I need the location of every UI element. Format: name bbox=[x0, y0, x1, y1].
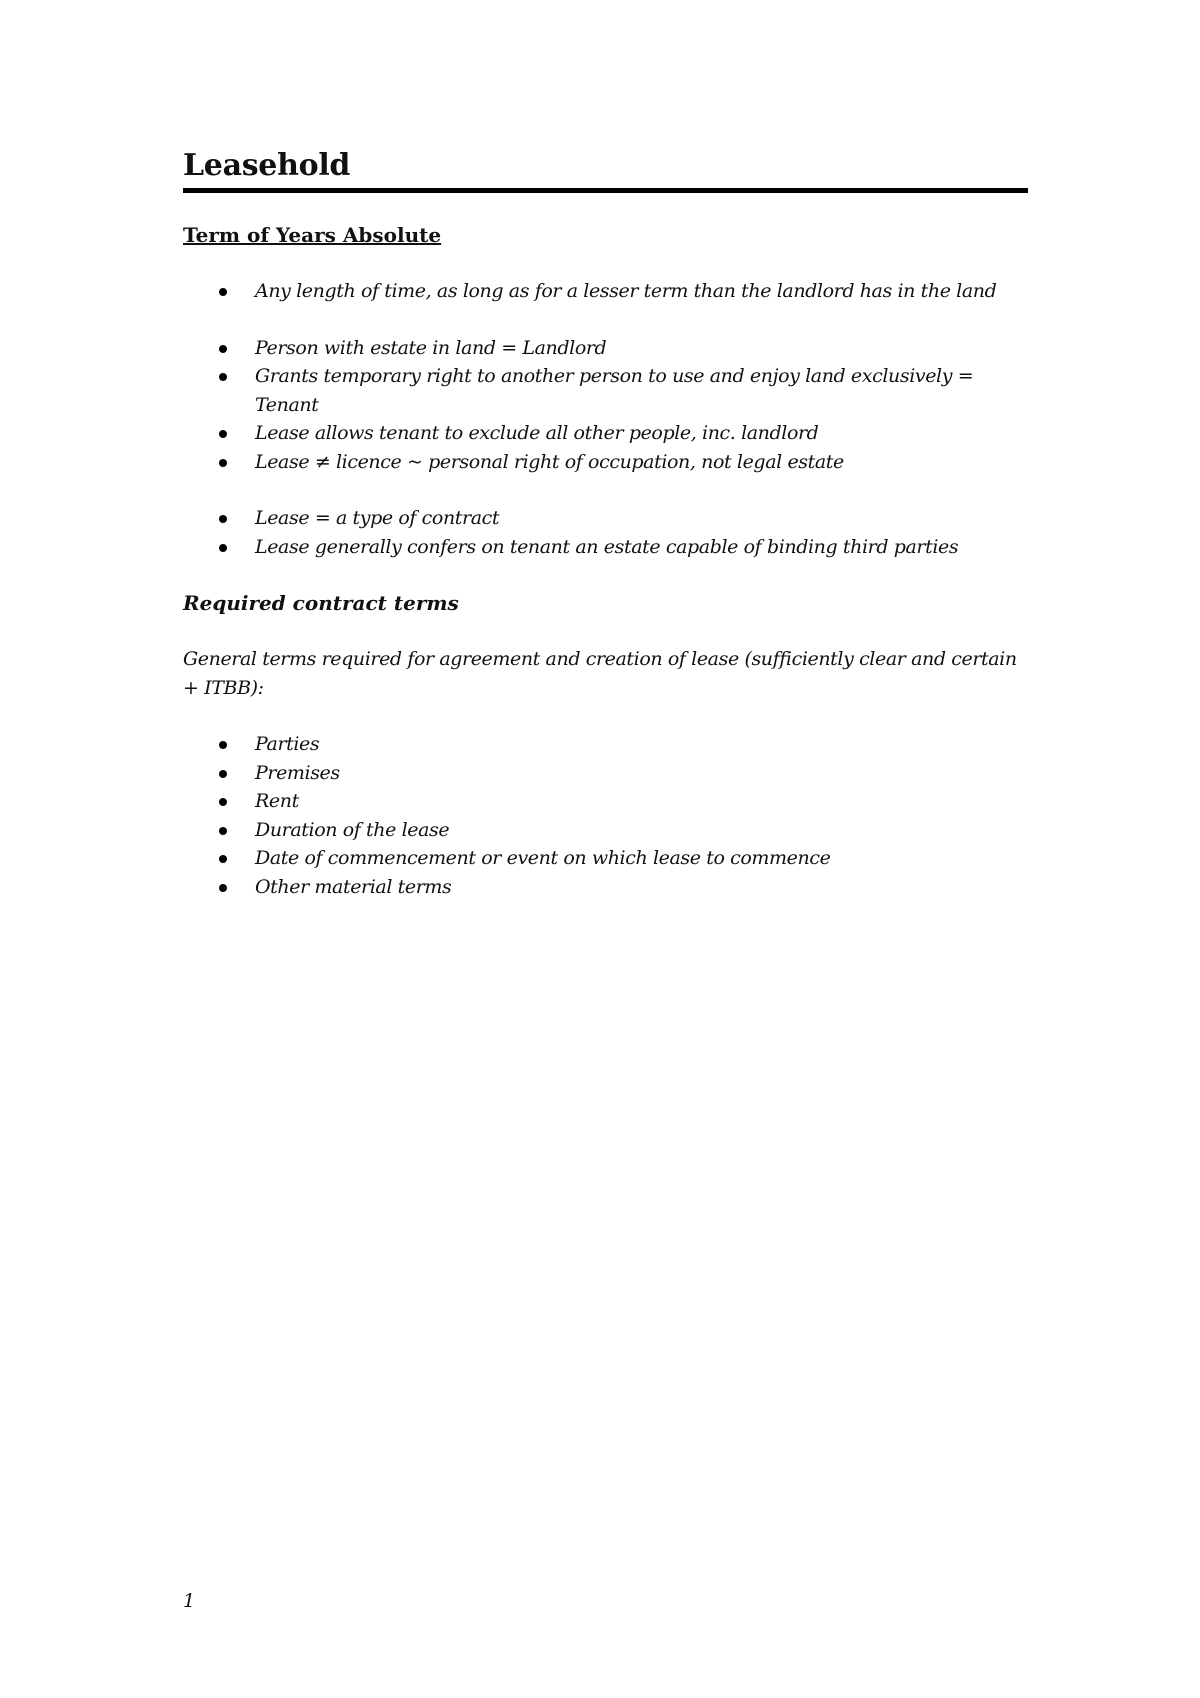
page-content bbox=[183, 146, 1028, 901]
list-item-text: Rent bbox=[255, 790, 299, 812]
bullet-icon bbox=[219, 459, 227, 467]
bullet-icon bbox=[219, 770, 227, 778]
bullet-list-parties bbox=[183, 334, 1028, 477]
bullet-icon bbox=[219, 345, 227, 353]
document-title: Leasehold bbox=[183, 146, 1028, 193]
list-item-text: Lease allows tenant to exclude all other people, inc. landlord bbox=[255, 422, 819, 444]
list-item-text: Duration of the lease bbox=[255, 818, 450, 841]
bullet-icon bbox=[219, 373, 227, 381]
list-item bbox=[183, 448, 1028, 477]
list-item-text: Date of commencement or event on which lease to commence bbox=[255, 847, 831, 869]
list-item bbox=[183, 787, 1028, 816]
bullet-icon bbox=[219, 827, 227, 835]
list-item bbox=[183, 334, 1028, 363]
section-heading-required-terms: Required contract terms bbox=[183, 591, 459, 615]
bullet-list-required-terms bbox=[183, 730, 1028, 901]
bullet-icon bbox=[219, 741, 227, 749]
required-terms-intro: General terms required for agreement and creation of lease (sufficiently clear and certain + ITBB): bbox=[183, 648, 1017, 699]
bullet-list-definition bbox=[183, 277, 1028, 306]
list-item-text: Lease ≠ licence ~ personal right of occupation, not legal estate bbox=[255, 450, 844, 473]
bullet-icon bbox=[219, 884, 227, 892]
list-item bbox=[183, 844, 1028, 873]
list-item-text: Parties bbox=[255, 733, 320, 755]
bullet-icon bbox=[219, 515, 227, 523]
bullet-list-contract bbox=[183, 504, 1028, 561]
list-item bbox=[183, 419, 1028, 448]
list-item bbox=[183, 533, 1028, 562]
bullet-icon bbox=[219, 288, 227, 296]
list-item-text: Grants temporary right to another person to use and enjoy land exclusively = Tenant bbox=[255, 365, 974, 416]
list-item bbox=[183, 362, 1028, 419]
list-item bbox=[183, 816, 1028, 845]
section-heading-term-of-years: Term of Years Absolute bbox=[183, 223, 442, 247]
list-item-text: Premises bbox=[255, 761, 340, 784]
list-item bbox=[183, 759, 1028, 788]
list-item bbox=[183, 277, 1028, 306]
list-item bbox=[183, 730, 1028, 759]
list-item-text: Lease generally confers on tenant an estate capable of binding third parties bbox=[255, 535, 959, 558]
list-item-text: Lease = a type of contract bbox=[255, 507, 500, 529]
page-number: 1 bbox=[183, 1590, 196, 1612]
bullet-icon bbox=[219, 855, 227, 863]
list-item-text: Other material terms bbox=[255, 875, 452, 898]
list-item-text: Any length of time, as long as for a lesser term than the landlord has in the land bbox=[255, 280, 997, 302]
bullet-icon bbox=[219, 430, 227, 438]
bullet-icon bbox=[219, 798, 227, 806]
list-item bbox=[183, 873, 1028, 902]
list-item-text: Person with estate in land = Landlord bbox=[255, 336, 607, 359]
list-item bbox=[183, 504, 1028, 533]
bullet-icon bbox=[219, 544, 227, 552]
